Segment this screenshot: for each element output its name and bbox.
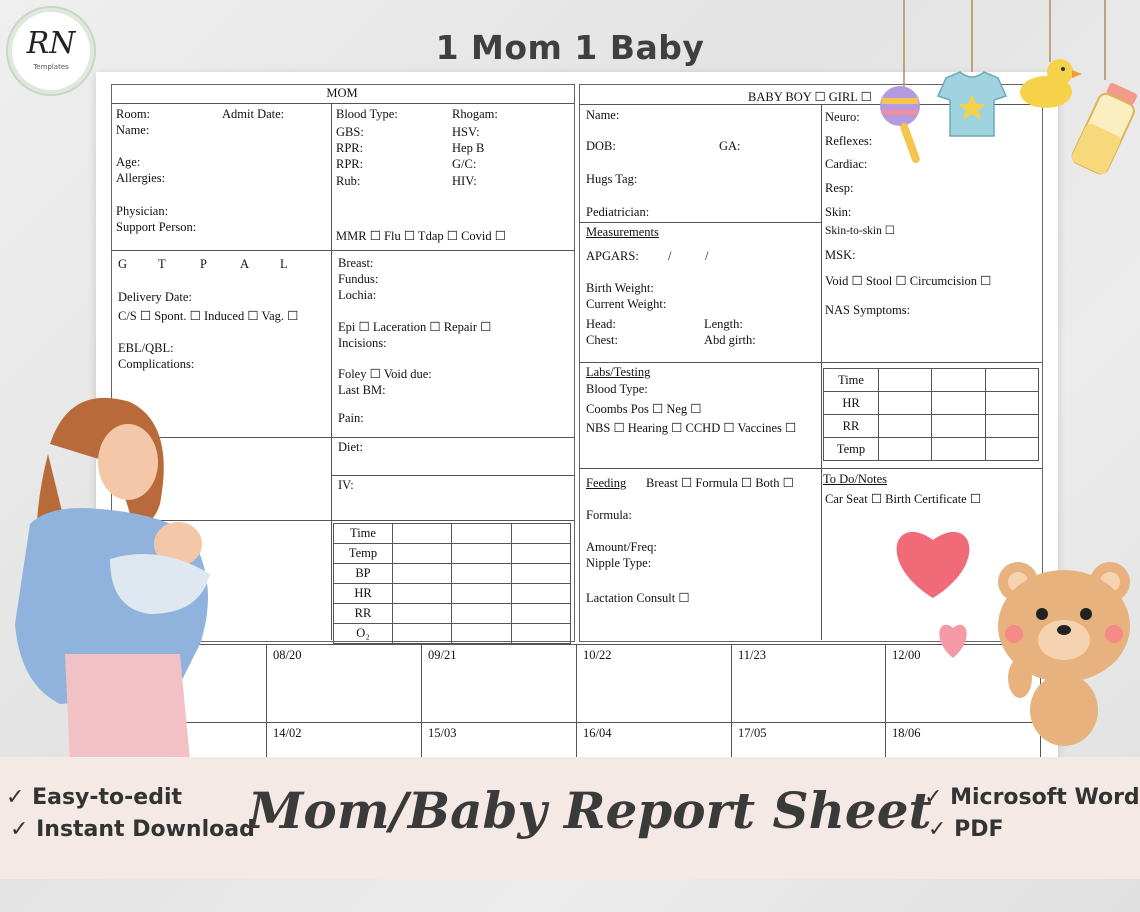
vitals-label: RR (334, 604, 393, 624)
heart-decoration (885, 512, 985, 662)
baby-birth-weight-label: Birth Weight: (586, 281, 654, 295)
timeline-slot: 15/03 (428, 726, 457, 740)
duck-icon (1020, 59, 1082, 108)
mom-delivery-date-label: Delivery Date: (118, 290, 192, 304)
bottle-icon (1070, 80, 1140, 176)
mom-support-label: Support Person: (116, 220, 197, 234)
baby-feeding-heading: Feeding (586, 476, 627, 490)
mother-and-baby-illustration (10, 384, 225, 760)
mom-foley-checklist[interactable]: Foley ☐ Void due: (338, 367, 432, 381)
mom-rpr2-label: RPR: (336, 157, 364, 171)
mom-diet-label: Diet: (338, 440, 363, 454)
baby-formula-label: Formula: (586, 508, 632, 522)
baby-cardiac-label: Cardiac: (825, 157, 868, 171)
promo-banner (0, 757, 1140, 879)
timeline-slot: 12/00 (892, 648, 921, 662)
timeline-slot: 18/06 (892, 726, 921, 740)
mom-vitals-table (333, 523, 571, 644)
small-heart-icon (939, 625, 966, 658)
teddy-bear-illustration (990, 550, 1140, 750)
mom-header: MOM (326, 86, 358, 100)
baby-todo-heading: To Do/Notes (823, 472, 888, 486)
baby-nipple-label: Nipple Type: (586, 556, 652, 570)
mom-rpr-label: RPR: (336, 141, 364, 155)
mom-admit-label: Admit Date: (222, 107, 285, 121)
baby-feeding-checklist[interactable]: Breast ☐ Formula ☐ Both ☐ (646, 476, 794, 490)
feature-instant-download: ✓ Instant Download (10, 817, 255, 842)
baby-abd-girth-label: Abd girth: (704, 333, 756, 347)
baby-measurements-heading: Measurements (586, 225, 659, 239)
timeline-slot: 16/04 (583, 726, 612, 740)
timeline-slot: 17/05 (738, 726, 767, 740)
large-heart-icon (897, 532, 970, 598)
baby-resp-label: Resp: (825, 181, 854, 195)
baby-screens-checklist[interactable]: NBS ☐ Hearing ☐ CCHD ☐ Vaccines ☐ (586, 421, 797, 435)
mom-gbs-label: GBS: (336, 125, 364, 139)
baby-hugs-label: Hugs Tag: (586, 172, 638, 186)
baby-coombs-checklist[interactable]: Coombs Pos ☐ Neg ☐ (586, 402, 702, 416)
mom-last-bm-label: Last BM: (338, 383, 386, 397)
baby-labs-heading: Labs/Testing (586, 365, 651, 379)
mom-name-label: Name: (116, 123, 150, 137)
mom-hsv-label: HSV: (452, 125, 480, 139)
vitals-label: Time (824, 369, 879, 392)
vitals-label: BP (334, 564, 393, 584)
baby-chest-label: Chest: (586, 333, 618, 347)
mom-pain-label: Pain: (338, 411, 364, 425)
vitals-label: HR (334, 584, 393, 604)
baby-msk-label: MSK: (825, 248, 856, 262)
baby-length-label: Length: (704, 317, 743, 331)
gtpal-a: A (240, 257, 250, 271)
baby-pediatrician-label: Pediatrician: (586, 205, 650, 219)
baby-head-label: Head: (586, 317, 616, 331)
baby-dob-label: DOB: (586, 139, 616, 153)
gtpal-l: L (280, 257, 288, 271)
mom-iv-label: IV: (338, 478, 354, 492)
baby-skin-label: Skin: (825, 205, 852, 219)
baby-amount-label: Amount/Freq: (586, 540, 657, 554)
feature-pdf: ✓ PDF (928, 817, 1004, 842)
baby-vitals-table (823, 368, 1039, 461)
mom-allergies-label: Allergies: (116, 171, 166, 185)
baby-neuro-label: Neuro: (825, 110, 860, 124)
logo-initials: RN (26, 26, 76, 61)
rattle-icon (880, 86, 921, 164)
vitals-label: Time (334, 524, 393, 544)
mom-fundus-label: Fundus: (338, 272, 379, 286)
logo-subtitle: Templates (33, 63, 69, 71)
timeline-slot: 08/20 (273, 648, 302, 662)
mom-physician-label: Physician: (116, 204, 169, 218)
baby-ga-label: GA: (719, 139, 741, 153)
baby-name-label: Name: (586, 108, 620, 122)
mom-lochia-label: Lochia: (338, 288, 377, 302)
vitals-label: HR (824, 392, 879, 415)
gtpal-p: P (200, 257, 207, 271)
baby-apgars-label: APGARS: (586, 249, 639, 263)
gtpal-t: T (158, 257, 166, 271)
feature-easy-edit: ✓ Easy-to-edit (6, 785, 183, 810)
mom-epi-checklist[interactable]: Epi ☐ Laceration ☐ Repair ☐ (338, 320, 492, 334)
mom-complications-label: Complications: (118, 357, 195, 371)
baby-todo-checklist[interactable]: Car Seat ☐ Birth Certificate ☐ (825, 492, 982, 506)
onesie-icon (938, 72, 1006, 136)
feature-microsoft-word: ✓ Microsoft Word (924, 785, 1140, 810)
baby-header[interactable]: BABY BOY ☐ GIRL ☐ (748, 90, 872, 104)
mom-blood-type-label: Blood Type: (336, 107, 398, 121)
baby-labs-blood-type: Blood Type: (586, 382, 648, 396)
mom-gc-label: G/C: (452, 157, 477, 171)
mom-room-label: Room: (116, 107, 151, 121)
mom-age-label: Age: (116, 155, 141, 169)
baby-reflexes-label: Reflexes: (825, 134, 873, 148)
mom-vaccines-checklist[interactable]: MMR ☐ Flu ☐ Tdap ☐ Covid ☐ (336, 229, 506, 243)
timeline-slot: 11/23 (738, 648, 767, 662)
mom-breast-label: Breast: (338, 256, 374, 270)
product-title: Mom/Baby Report Sheet (248, 781, 932, 840)
baby-skin-to-skin-check[interactable]: Skin-to-skin ☐ (825, 225, 896, 237)
vitals-label: RR (824, 415, 879, 438)
gtpal-g: G (118, 257, 128, 271)
apgar-divider: / (668, 249, 672, 263)
mom-hiv-label: HIV: (452, 174, 477, 188)
mom-incisions-label: Incisions: (338, 336, 387, 350)
mom-hepb-label: Hep B (452, 141, 485, 155)
vitals-label: O₂ (334, 624, 393, 644)
baby-current-weight-label: Current Weight: (586, 297, 667, 311)
page-title: 1 Mom 1 Baby (435, 28, 705, 67)
vitals-label: Temp (824, 438, 879, 461)
mom-delivery-type-checklist[interactable]: C/S ☐ Spont. ☐ Induced ☐ Vag. ☐ (118, 309, 299, 323)
baby-lactation-check[interactable]: Lactation Consult ☐ (586, 591, 690, 605)
timeline-slot: 14/02 (273, 726, 302, 740)
baby-nas-label: NAS Symptoms: (825, 303, 911, 317)
mom-ebl-label: EBL/QBL: (118, 341, 174, 355)
timeline-slot: 10/22 (583, 648, 612, 662)
baby-elimination-checklist[interactable]: Void ☐ Stool ☐ Circumcision ☐ (825, 274, 992, 288)
mom-rhogam-label: Rhogam: (452, 107, 498, 121)
apgar-divider: / (705, 249, 709, 263)
mom-rub-label: Rub: (336, 174, 361, 188)
vitals-label: Temp (334, 544, 393, 564)
timeline-slot: 09/21 (428, 648, 457, 662)
baby-mobile-decoration (860, 0, 1140, 200)
